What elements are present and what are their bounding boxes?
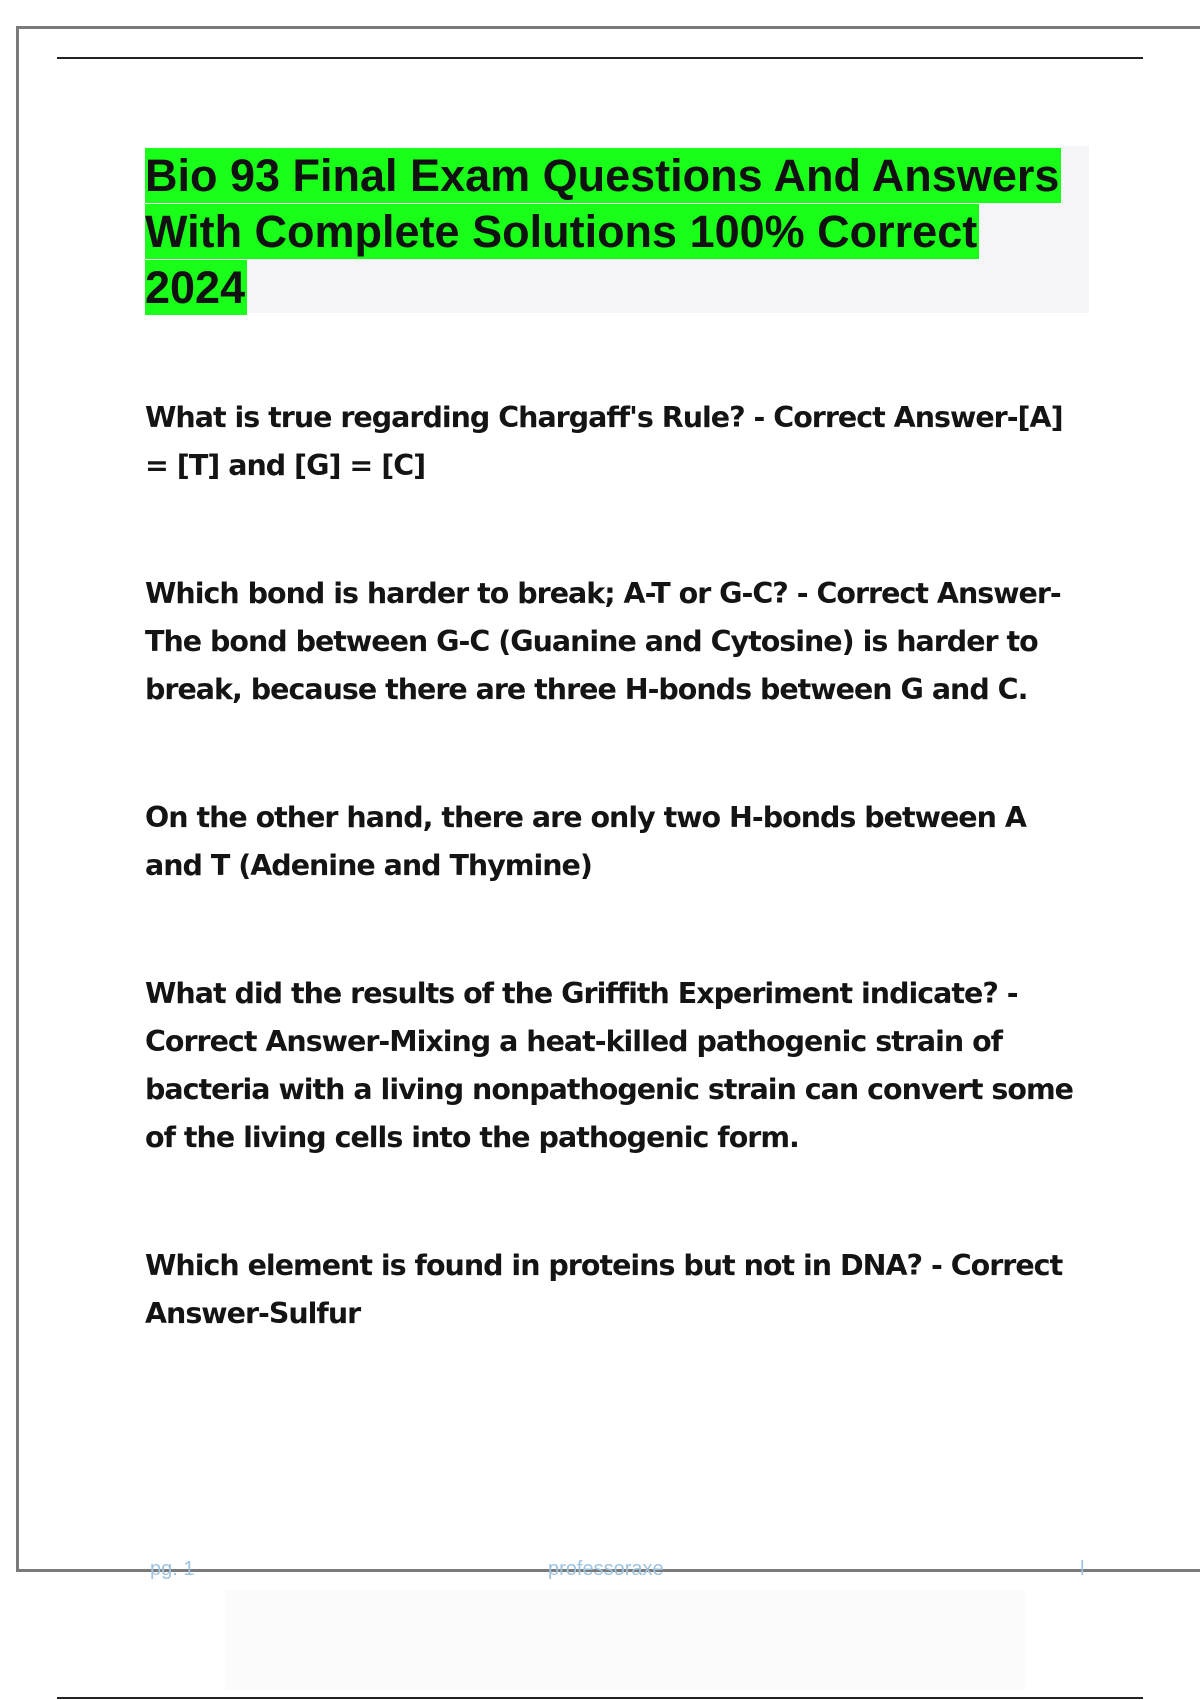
header-rule bbox=[57, 57, 1143, 59]
footer-right-mark: l bbox=[1080, 1558, 1085, 1580]
bottom-rule bbox=[57, 1697, 1143, 1699]
page-footer bbox=[0, 1558, 1200, 1588]
qa-item-bond-strength: Which bond is harder to break; A-T or G-C? - Correct Answer-The bond between G-C (Guanine and Cytosine) is harder to break, because there are three H-bonds between G and C. bbox=[145, 577, 1061, 706]
qa-item-griffith: What did the results of the Griffith Experiment indicate? - Correct Answer-Mixing a heat-killed pathogenic strain of bacteria with a living nonpathogenic strain can convert some of the living cells into the pathogenic form. bbox=[145, 977, 1073, 1154]
qa-item-sulfur: Which element is found in proteins but not in DNA? - Correct Answer-Sulfur bbox=[145, 1249, 1063, 1330]
footer-page-number: pg. 1 bbox=[150, 1558, 195, 1580]
qa-item-bond-note: On the other hand, there are only two H-bonds between A and T (Adenine and Thymine) bbox=[145, 801, 1026, 882]
title-block bbox=[145, 146, 1089, 313]
document-title-text: Bio 93 Final Exam Questions And Answers With Complete Solutions 100% Correct 2024 bbox=[145, 150, 1060, 313]
qa-item-chargaff: What is true regarding Chargaff's Rule? - Correct Answer-[A] = [T] and [G] = [C] bbox=[145, 401, 1063, 482]
footer-shade bbox=[225, 1590, 1025, 1690]
document-title bbox=[145, 146, 1089, 316]
footer-author: professoraxe bbox=[548, 1558, 664, 1580]
